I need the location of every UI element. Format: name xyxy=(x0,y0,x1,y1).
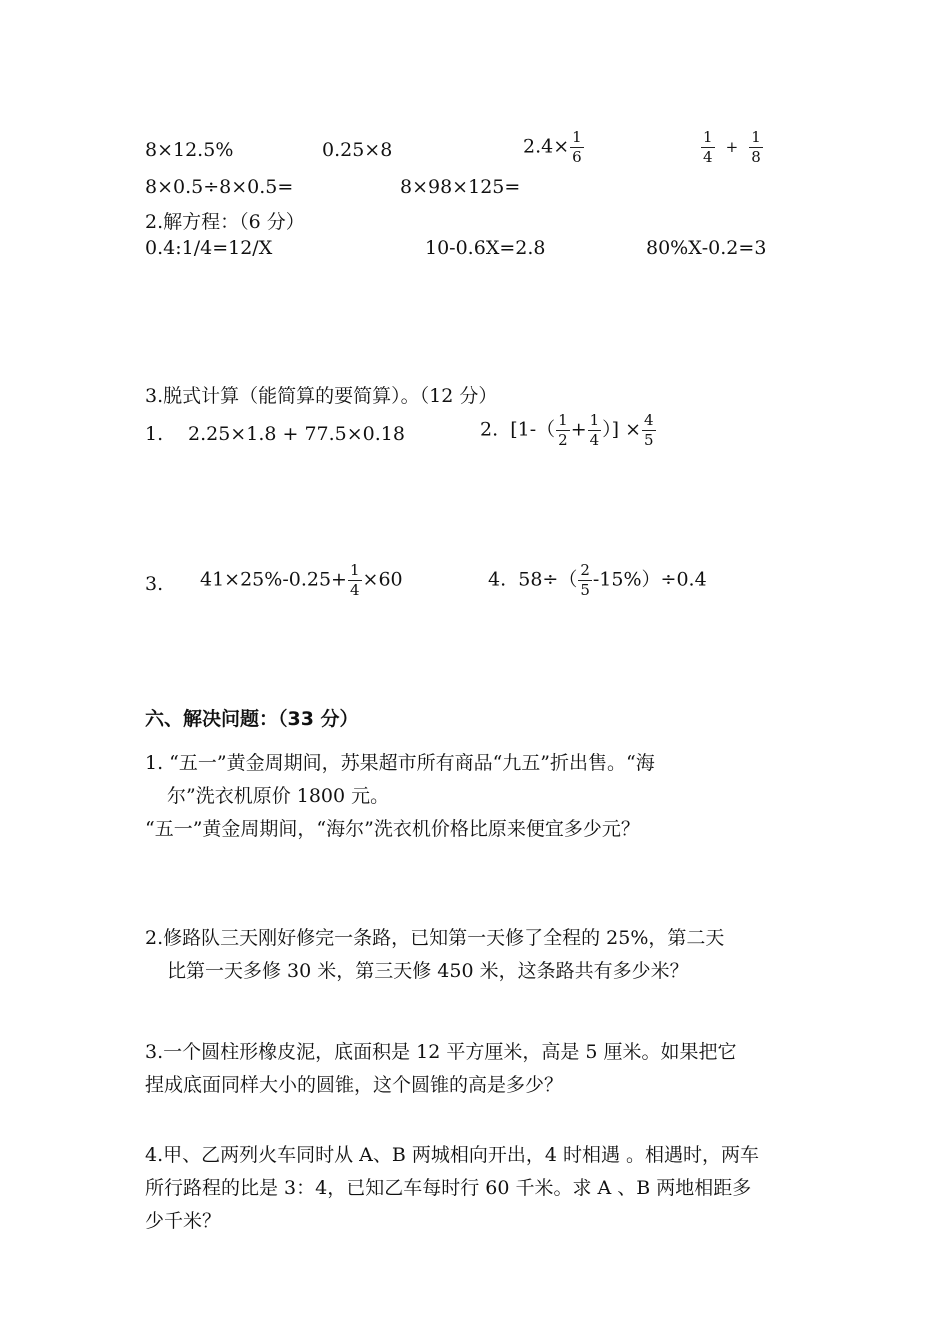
calc-8x0.5-div: 8×0.5÷8×0.5= xyxy=(145,176,294,198)
problem-1-label: 1. xyxy=(145,423,164,445)
question-1-line-3: “五一”黄金周期间，“海尔”洗衣机价格比原来便宜多少元？ xyxy=(145,818,640,840)
numerator: 1 xyxy=(751,128,761,146)
denominator: 4 xyxy=(703,148,713,166)
fraction xyxy=(570,130,584,165)
question-1 xyxy=(145,747,655,846)
question-4-line-1: 4.甲、乙两列火车同时从 A、B 两城相向开出，4 时相遇 。相遇时，两车 xyxy=(145,1144,760,1166)
fraction xyxy=(588,413,602,448)
denominator: 4 xyxy=(589,431,600,449)
expr-part: 58÷（ xyxy=(518,568,578,591)
problem-2-label: 2. xyxy=(480,418,499,441)
fraction xyxy=(642,413,656,448)
numerator: 4 xyxy=(644,411,654,429)
question-3-line-2: 捏成底面同样大小的圆锥，这个圆锥的高是多少？ xyxy=(145,1074,564,1096)
problem-4 xyxy=(488,563,707,598)
expr-part: [1-（ xyxy=(510,418,556,441)
question-3 xyxy=(145,1036,737,1102)
numerator: 1 xyxy=(572,128,582,146)
calc-2.4-times-frac xyxy=(523,130,585,165)
question-3-line-1: 3.一个圆柱形橡皮泥，底面积是 12 平方厘米，高是 5 厘米。如果把它 xyxy=(145,1041,737,1063)
numerator: 1 xyxy=(349,561,360,579)
question-4-line-3: 少千米？ xyxy=(145,1210,222,1232)
expr-part: -15%）÷0.4 xyxy=(592,568,707,591)
fraction xyxy=(348,563,362,598)
expr-part: ）] × xyxy=(602,418,642,441)
plus-sign: + xyxy=(725,138,739,156)
question-1-line-1: 1. “五一”黄金周期间，苏果超市所有商品“九五”折出售。“海 xyxy=(145,752,655,774)
section-3-title: 3.脱式计算（能简算的要简算）。（12 分） xyxy=(145,385,498,407)
numerator: 1 xyxy=(558,411,568,429)
problem-1-expression: 2.25×1.8 + 77.5×0.18 xyxy=(188,423,405,445)
question-2-line-2: 比第一天多修 30 米，第三天修 450 米，这条路共有多少米？ xyxy=(167,960,689,982)
fraction xyxy=(749,130,763,165)
expr-part: 41×25%-0.25+ xyxy=(200,568,347,591)
fraction xyxy=(701,130,715,165)
plus-sign: + xyxy=(570,418,587,441)
denominator: 5 xyxy=(644,431,654,449)
problem-4-label: 4. xyxy=(488,568,507,591)
question-2-line-1: 2.修路队三天刚好修完一条路，已知第一天修了全程的 25%，第二天 xyxy=(145,927,725,949)
problem-3-label: 3. xyxy=(145,573,164,595)
denominator: 4 xyxy=(349,581,360,599)
calc-0.25x8: 0.25×8 xyxy=(322,139,393,161)
numerator: 1 xyxy=(589,411,600,429)
expr-part: ×60 xyxy=(362,568,403,591)
equation-2: 10-0.6Ⅹ=2.8 xyxy=(425,237,546,259)
denominator: 5 xyxy=(580,581,590,599)
problem-3-expression xyxy=(200,563,403,598)
question-1-line-2: 尔”洗衣机原价 1800 元。 xyxy=(167,785,390,807)
section-6-title: 六、解决问题：（33 分） xyxy=(145,708,359,730)
denominator: 8 xyxy=(751,148,761,166)
equation-1: 0.4:1/4=12/Ⅹ xyxy=(145,237,273,259)
section-2-title: 2.解方程：（6 分） xyxy=(145,211,305,233)
fraction xyxy=(578,563,592,598)
calc-8x12.5pct: 8×12.5% xyxy=(145,139,234,161)
question-4 xyxy=(145,1139,759,1238)
numerator: 1 xyxy=(703,128,713,146)
expr-prefix: 2.4× xyxy=(523,135,570,158)
numerator: 2 xyxy=(580,561,590,579)
denominator: 6 xyxy=(572,148,582,166)
question-2 xyxy=(145,922,724,988)
calc-8x98x125: 8×98×125= xyxy=(400,176,521,198)
calc-frac-plus-frac xyxy=(700,130,764,165)
equation-3: 80%Ⅹ-0.2=3 xyxy=(646,237,767,259)
question-4-line-2: 所行路程的比是 3：4，已知乙车每时行 60 千米。求 A 、B 两地相距多 xyxy=(145,1177,752,1199)
denominator: 2 xyxy=(558,431,568,449)
fraction xyxy=(556,413,570,448)
problem-2 xyxy=(480,413,657,448)
